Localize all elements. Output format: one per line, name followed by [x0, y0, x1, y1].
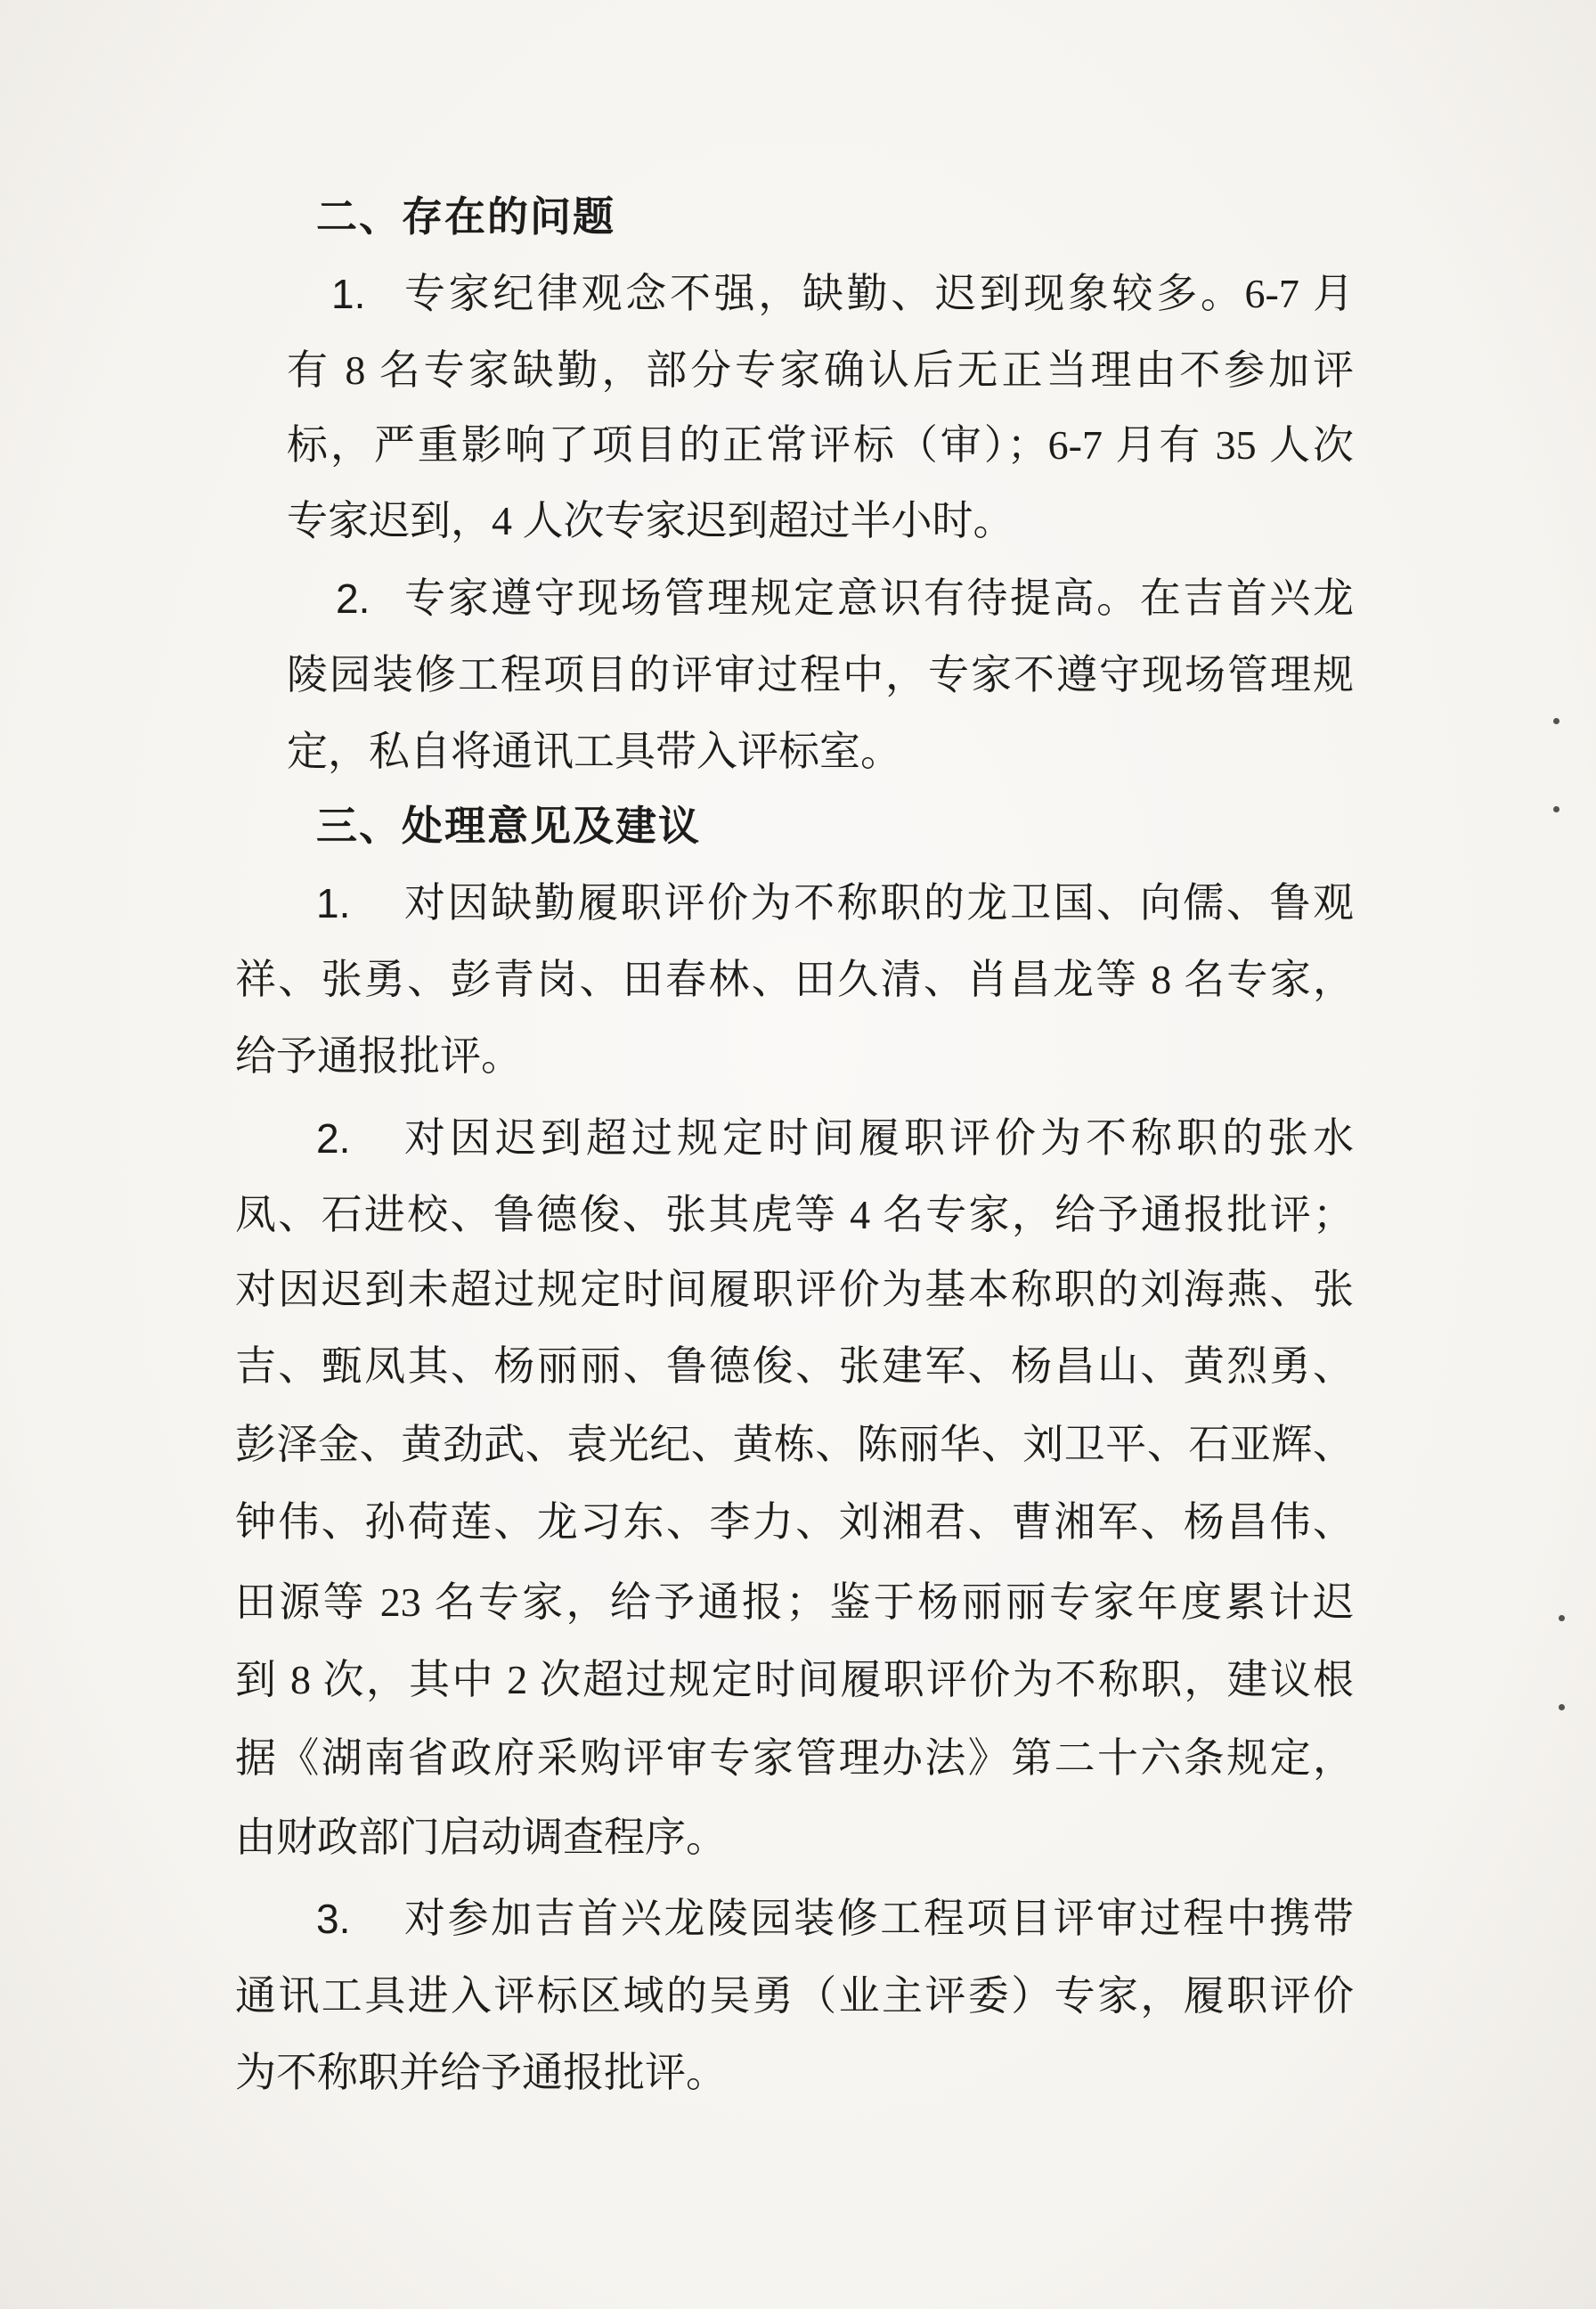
paragraph-line: 对因缺勤履职评价为不称职的龙卫国、向儒、鲁观	[404, 880, 1354, 926]
item-number: 2.	[336, 575, 370, 622]
paragraph-line: 祥、张勇、彭青岗、田春林、田久清、肖昌龙等 8 名专家，	[235, 957, 1354, 1002]
scan-speck	[1553, 806, 1559, 812]
section-heading-suggestions: 三、处理意见及建议	[316, 804, 701, 849]
paragraph-line: 钟伟、孙荷莲、龙习东、李力、刘湘君、曹湘军、杨昌伟、	[235, 1499, 1354, 1545]
scan-speck	[1559, 1615, 1565, 1621]
paragraph-line: 专家遵守现场管理规定意识有待提高。在吉首兴龙	[404, 575, 1354, 621]
scan-speck	[1559, 1704, 1565, 1710]
paragraph-line: 为不称职并给予通报批评。	[235, 2050, 727, 2095]
paragraph-line: 专家迟到，4 人次专家迟到超过半小时。	[287, 498, 1014, 543]
paragraph-line: 定，私自将通讯工具带入评标室。	[287, 729, 901, 774]
paragraph-line: 吉、甄凤其、杨丽丽、鲁德俊、张建军、杨昌山、黄烈勇、	[235, 1343, 1354, 1389]
paragraph-line: 田源等 23 名专家，给予通报；鉴于杨丽丽专家年度累计迟	[235, 1579, 1354, 1625]
paragraph-line: 彭泽金、黄劲武、袁光纪、黄栋、陈丽华、刘卫平、石亚辉、	[235, 1422, 1354, 1467]
paragraph-line: 由财政部门启动调查程序。	[235, 1815, 727, 1860]
paragraph-line: 标，严重影响了项目的正常评标（审）；6-7 月有 35 人次	[287, 422, 1354, 468]
paragraph-line: 专家纪律观念不强，缺勤、迟到现象较多。6-7 月	[404, 271, 1354, 316]
paragraph-line: 给予通报批评。	[235, 1033, 522, 1079]
item-number: 2.	[316, 1115, 351, 1162]
item-number: 1.	[316, 880, 351, 926]
paragraph-line: 凤、石进校、鲁德俊、张其虎等 4 名专家，给予通报批评；	[235, 1192, 1354, 1237]
paragraph-line: 对参加吉首兴龙陵园装修工程项目评审过程中携带	[404, 1896, 1354, 1941]
paragraph-line: 对因迟到未超过规定时间履职评价为基本称职的刘海燕、张	[235, 1267, 1354, 1312]
paragraph-line: 到 8 次，其中 2 次超过规定时间履职评价为不称职，建议根	[235, 1657, 1354, 1702]
section-heading-problems: 二、存在的问题	[316, 194, 615, 240]
paragraph-line: 有 8 名专家缺勤，部分专家确认后无正当理由不参加评	[287, 347, 1354, 393]
item-number: 3.	[316, 1896, 351, 1942]
paragraph-line: 对因迟到超过规定时间履职评价为不称职的张水	[404, 1115, 1354, 1161]
scan-speck	[1553, 718, 1559, 724]
paragraph-line: 据《湖南省政府采购评审专家管理办法》第二十六条规定，	[235, 1735, 1354, 1781]
paragraph-line: 陵园装修工程项目的评审过程中，专家不遵守现场管理规	[287, 652, 1354, 698]
paragraph-line: 通讯工具进入评标区域的吴勇（业主评委）专家，履职评价	[235, 1973, 1354, 2019]
item-number: 1.	[331, 271, 366, 317]
